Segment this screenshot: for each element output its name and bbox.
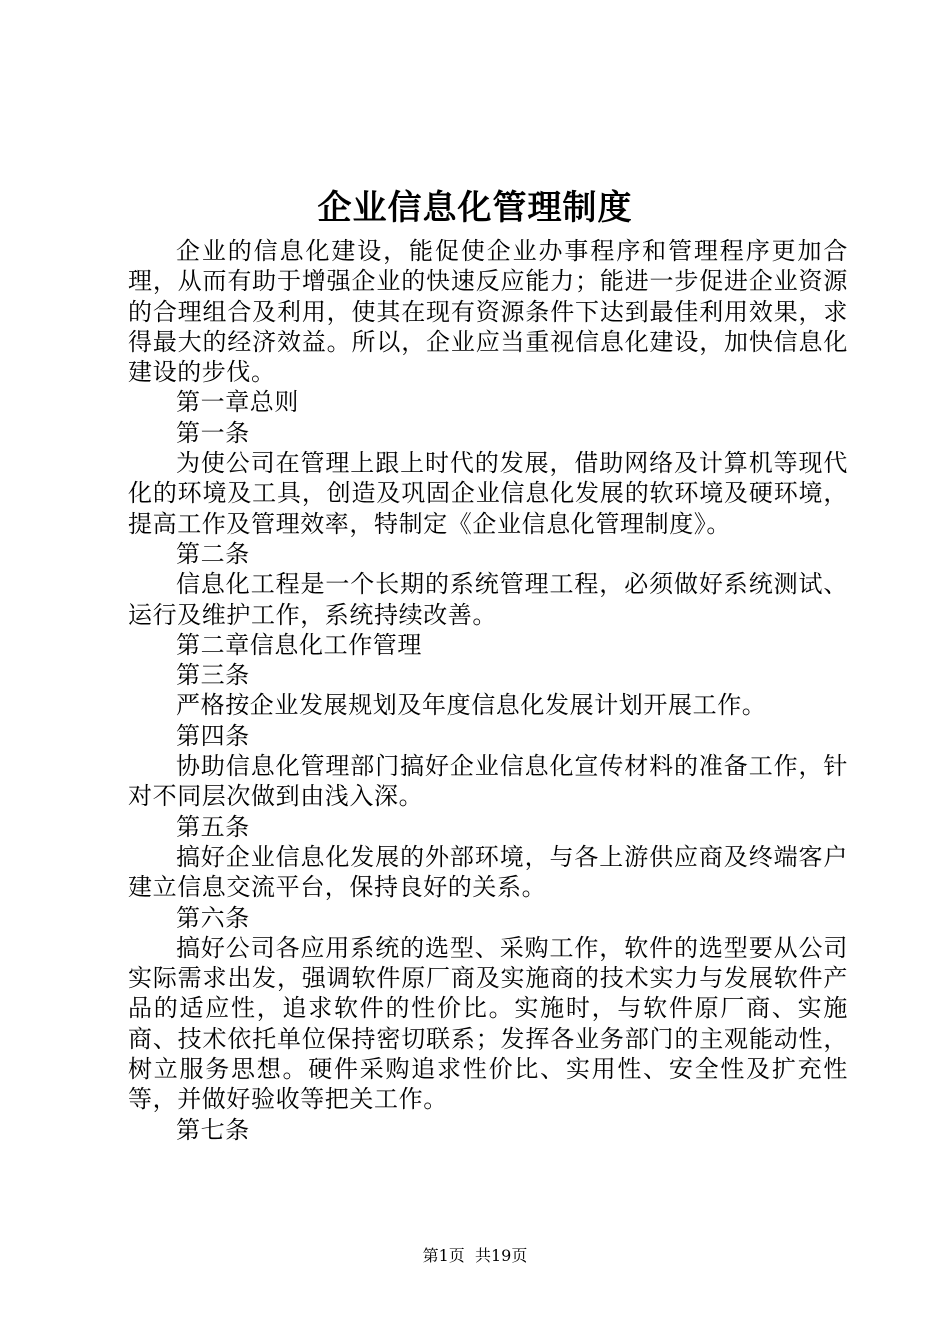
chapter-heading: 第二章信息化工作管理 — [176, 630, 422, 659]
document-body — [128, 236, 848, 1145]
article-heading: 第七条 — [176, 1115, 250, 1144]
article-heading: 第六条 — [176, 903, 250, 932]
article-paragraph: 协助信息化管理部门搞好企业信息化宣传材料的准备工作，针对不同层次做到由浅入深。 — [128, 752, 848, 811]
article-heading: 第三条 — [176, 661, 250, 690]
article-paragraph: 为使公司在管理上跟上时代的发展，借助网络及计算机等现代化的环境及工具，创造及巩固企业信息化发展的软环境及硬环境，提高工作及管理效率，特制定《企业信息化管理制度》。 — [128, 449, 848, 538]
page-number: 第1页 — [422, 1246, 465, 1265]
article-paragraph: 信息化工程是一个长期的系统管理工程，必须做好系统测试、运行及维护工作，系统持续改善。 — [128, 570, 848, 629]
article-heading: 第四条 — [176, 721, 250, 750]
page-total: 共19页 — [474, 1246, 528, 1265]
chapter-heading: 第一章总则 — [176, 388, 299, 417]
article-paragraph: 严格按企业发展规划及年度信息化发展计划开展工作。 — [176, 691, 767, 720]
document-title: 企业信息化管理制度 — [317, 188, 633, 228]
article-heading: 第一条 — [176, 418, 250, 447]
intro-paragraph: 企业的信息化建设，能促使企业办事程序和管理程序更加合理，从而有助于增强企业的快速反应能力；能进一步促进企业资源的合理组合及利用，使其在现有资源条件下达到最佳利用效果，求得最大的经济效益。所以，企业应当重视信息化建设，加快信息化建设的步伐。 — [128, 237, 848, 387]
article-heading: 第五条 — [176, 812, 250, 841]
page-footer — [0, 1244, 950, 1268]
article-paragraph: 搞好企业信息化发展的外部环境，与各上游供应商及终端客户建立信息交流平台，保持良好的关系。 — [128, 842, 848, 902]
article-heading: 第二条 — [176, 539, 250, 568]
article-paragraph: 搞好公司各应用系统的选型、采购工作，软件的选型要从公司实际需求出发，强调软件原厂商及实施商的技术实力与发展软件产品的适应性，追求软件的性价比。实施时，与软件原厂商、实施商、技术依托单位保持密切联系；发挥各业务部门的主观能动性，树立服务思想。硬件采购追求性价比、实用性、安全性及扩充性等，并做好验收等把关工作。 — [128, 933, 848, 1114]
